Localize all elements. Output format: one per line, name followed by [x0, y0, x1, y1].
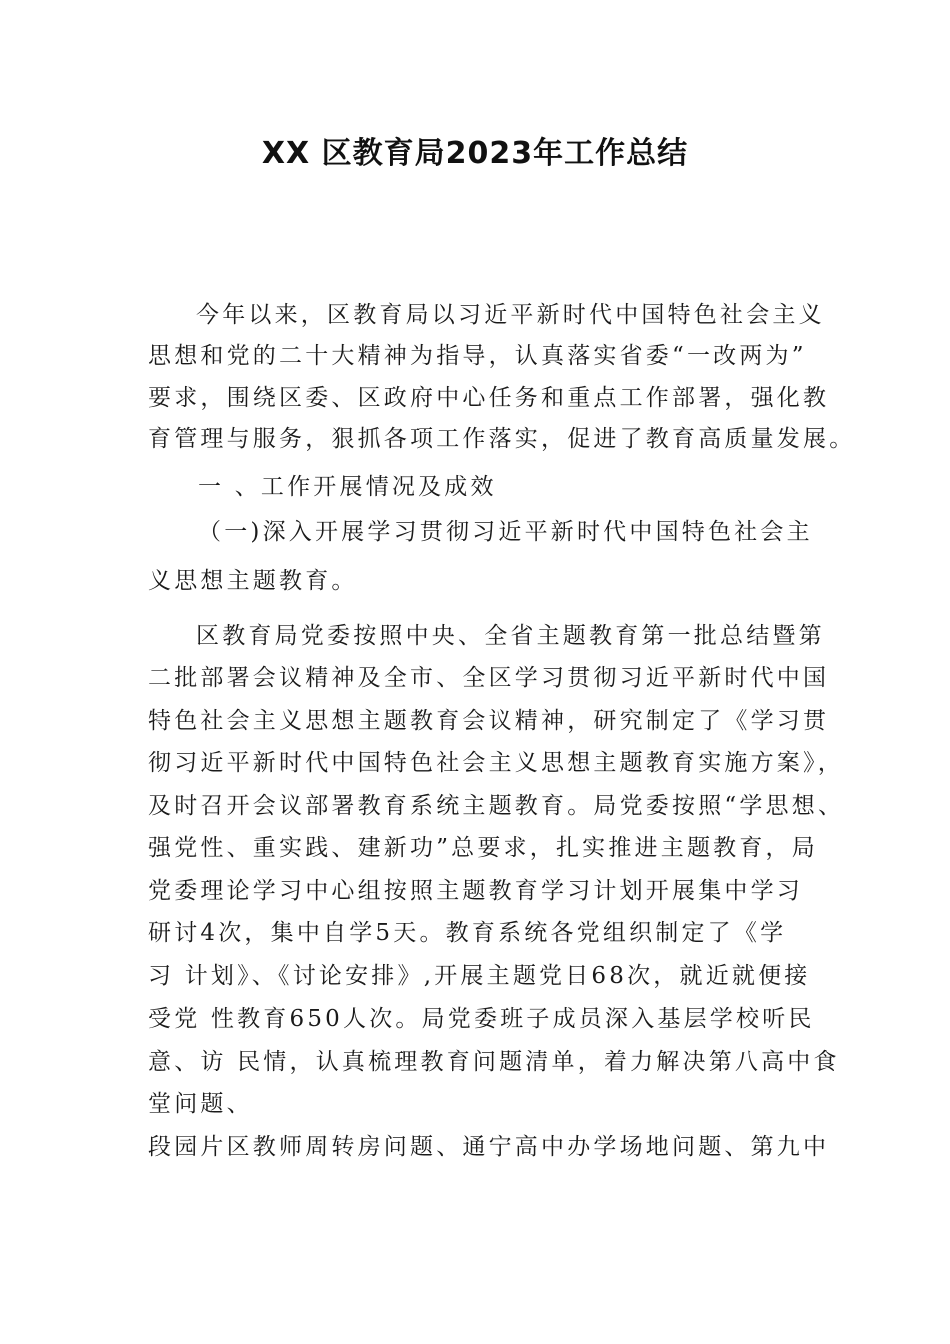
body-line-3: 特色社会主义思想主题教育会议精神，研究制定了《学习贯 — [148, 708, 830, 734]
subsection-heading-line-2: 义思想主题教育。 — [148, 568, 358, 594]
body-line-4: 彻习近平新时代中国特色社会主义思想主题教育实施方案》， — [148, 750, 844, 776]
body-line-9: 习 计划》、《讨论安排》,开展主题党日68次，就近就便接 — [148, 963, 811, 989]
body-line-11: 意、访 民情，认真梳理教育问题清单，着力解决第八高中食 — [148, 1049, 840, 1075]
body-line-1: 区教育局党委按照中央、全省主题教育第一批总结暨第 — [196, 623, 825, 649]
body-line-7: 党委理论学习中心组按照主题教育学习计划开展集中学习 — [148, 878, 803, 904]
document-title: XX 区教育局2023年工作总结 — [261, 136, 689, 171]
body-line-12: 堂问题、 — [148, 1091, 253, 1117]
section-heading: 一 、工作开展情况及成效 — [198, 474, 497, 500]
body-line-8: 研讨4次，集中自学5天。教育系统各党组织制定了《学 — [148, 920, 787, 946]
intro-line-2: 思想和党的二十大精神为指导，认真落实省委“一改两为” — [148, 343, 807, 369]
body-line-5: 及时召开会议部署教育系统主题教育。局党委按照“学思想、 — [148, 793, 845, 819]
body-line-13: 段园片区教师周转房问题、通宁高中办学场地问题、第九中 — [148, 1134, 830, 1160]
intro-line-4: 育管理与服务，狠抓各项工作落实，促进了教育高质量发展。 — [148, 426, 856, 452]
body-line-6: 强党性、重实践、建新功”总要求，扎实推进主题教育，局 — [148, 835, 818, 861]
subsection-heading-line-1: （一)深入开展学习贯彻习近平新时代中国特色社会主 — [198, 519, 813, 545]
body-line-2: 二批部署会议精神及全市、全区学习贯彻习近平新时代中国 — [148, 665, 830, 691]
body-line-10: 受党 性教育650人次。局党委班子成员深入基层学校听民 — [148, 1006, 815, 1032]
intro-line-1: 今年以来，区教育局以习近平新时代中国特色社会主义 — [196, 302, 825, 328]
intro-line-3: 要求，围绕区委、区政府中心任务和重点工作部署，强化教 — [148, 385, 830, 411]
